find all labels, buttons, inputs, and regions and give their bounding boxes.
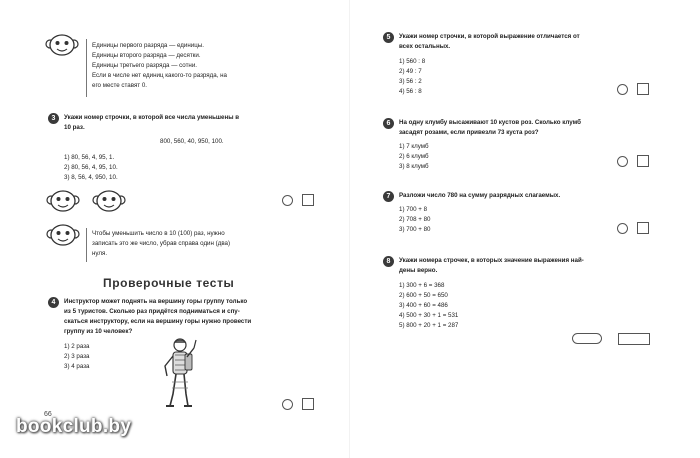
info-line: записать это же число, убрав справа один (два) [92, 240, 231, 247]
answer-square[interactable] [637, 222, 649, 234]
monkey-icon [46, 190, 80, 212]
question-text: всех остальных. [399, 43, 451, 50]
question-number-badge: 8 [383, 256, 394, 267]
answer-option[interactable]: 1) 700 + 8 [399, 206, 428, 213]
answer-option[interactable]: 2) 80, 56, 4, 95, 10. [64, 164, 118, 171]
monkey-icon [46, 224, 80, 246]
answer-option[interactable]: 1) 560 : 8 [399, 58, 426, 65]
info-box-divide [86, 228, 87, 262]
answer-square[interactable] [637, 83, 649, 95]
question-text: Разложи число 780 на сумму разрядных слагаемых. [399, 192, 561, 199]
answer-option[interactable]: 1) 300 + 6 = 368 [399, 282, 445, 289]
monkey-icon [92, 190, 126, 212]
answer-square[interactable] [302, 194, 314, 206]
answer-option[interactable]: 1) 7 клумб [399, 143, 429, 150]
answer-option[interactable]: 4) 500 + 30 + 1 = 531 [399, 312, 459, 319]
answer-option[interactable]: 1) 80, 56, 4, 95, 1. [64, 154, 115, 161]
info-line: Единицы второго разряда — десятки. [92, 52, 201, 59]
question-number-badge: 7 [383, 191, 394, 202]
answer-option[interactable]: 2) 600 + 50 = 650 [399, 292, 448, 299]
question-text: На одну клумбу высаживают 10 кустов роз. Сколько клумб [399, 119, 581, 126]
question-number-badge: 6 [383, 118, 394, 129]
question-text: скаться инструктору, если на вершину горы нужно провести [64, 318, 252, 325]
section-title: Проверочные тесты [103, 276, 235, 290]
answer-option[interactable]: 3) 700 + 80 [399, 226, 431, 233]
answer-oval-field[interactable] [572, 333, 602, 344]
answer-rect-field[interactable] [618, 333, 650, 345]
answer-option[interactable]: 5) 800 + 20 + 1 = 287 [399, 322, 459, 329]
info-box-digits [86, 39, 87, 97]
climber-illustration-icon [160, 336, 200, 412]
answer-option[interactable]: 2) 49 : 7 [399, 68, 422, 75]
answer-option[interactable]: 1) 2 раза [64, 343, 90, 350]
question-text: из 5 туристов. Сколько раз придётся подниматься и спу- [64, 308, 240, 315]
answer-option[interactable]: 3) 400 + 60 = 486 [399, 302, 448, 309]
answer-option[interactable]: 3) 8 клумб [399, 163, 429, 170]
answer-option[interactable]: 2) 708 + 80 [399, 216, 431, 223]
question-text: Укажи номера строчек, в которых значение выражения най- [399, 257, 584, 264]
answer-option[interactable]: 2) 3 раза [64, 353, 90, 360]
info-line: нуля. [92, 250, 108, 257]
answer-option[interactable]: 4) 56 : 8 [399, 88, 422, 95]
question-text: Инструктор может поднять на вершину горы группу только [64, 298, 248, 305]
question-text: Укажи номер строчки, в которой выражение отличается от [399, 33, 580, 40]
answer-circle[interactable] [282, 399, 293, 410]
info-line: Единицы третьего разряда — сотни. [92, 62, 198, 69]
question-text: засадят розами, если привезли 73 куста роз? [399, 129, 539, 136]
question-number-badge: 4 [48, 297, 59, 308]
answer-option[interactable]: 3) 4 раза [64, 363, 90, 370]
info-line: Чтобы уменьшить число в 10 (100) раз, нужно [92, 230, 225, 237]
question-number-badge: 5 [383, 32, 394, 43]
answer-circle[interactable] [617, 156, 628, 167]
right-page [350, 0, 700, 458]
info-line: Единицы первого разряда — единицы. [92, 42, 204, 49]
question-text: 10 раз. [64, 124, 85, 131]
info-line: Если в числе нет единиц какого-то разряда, на [92, 72, 227, 79]
monkey-icon [45, 34, 79, 56]
answer-circle[interactable] [282, 195, 293, 206]
answer-option[interactable]: 3) 8, 56, 4, 950, 10. [64, 174, 118, 181]
question-text: группу из 10 человек? [64, 328, 133, 335]
info-line: его месте ставят 0. [92, 82, 148, 89]
given-numbers: 800, 560, 40, 950, 100. [160, 138, 224, 145]
question-text: дены верно. [399, 267, 438, 274]
question-number-badge: 3 [48, 113, 59, 124]
answer-option[interactable]: 2) 6 клумб [399, 153, 429, 160]
question-text: Укажи номер строчки, в которой все числа уменьшены в [64, 114, 240, 121]
answer-circle[interactable] [617, 223, 628, 234]
page-number: 66 [44, 411, 52, 418]
watermark: bookclub.by [16, 416, 132, 437]
answer-circle[interactable] [617, 84, 628, 95]
answer-option[interactable]: 3) 56 : 2 [399, 78, 422, 85]
answer-square[interactable] [637, 155, 649, 167]
answer-square[interactable] [302, 398, 314, 410]
